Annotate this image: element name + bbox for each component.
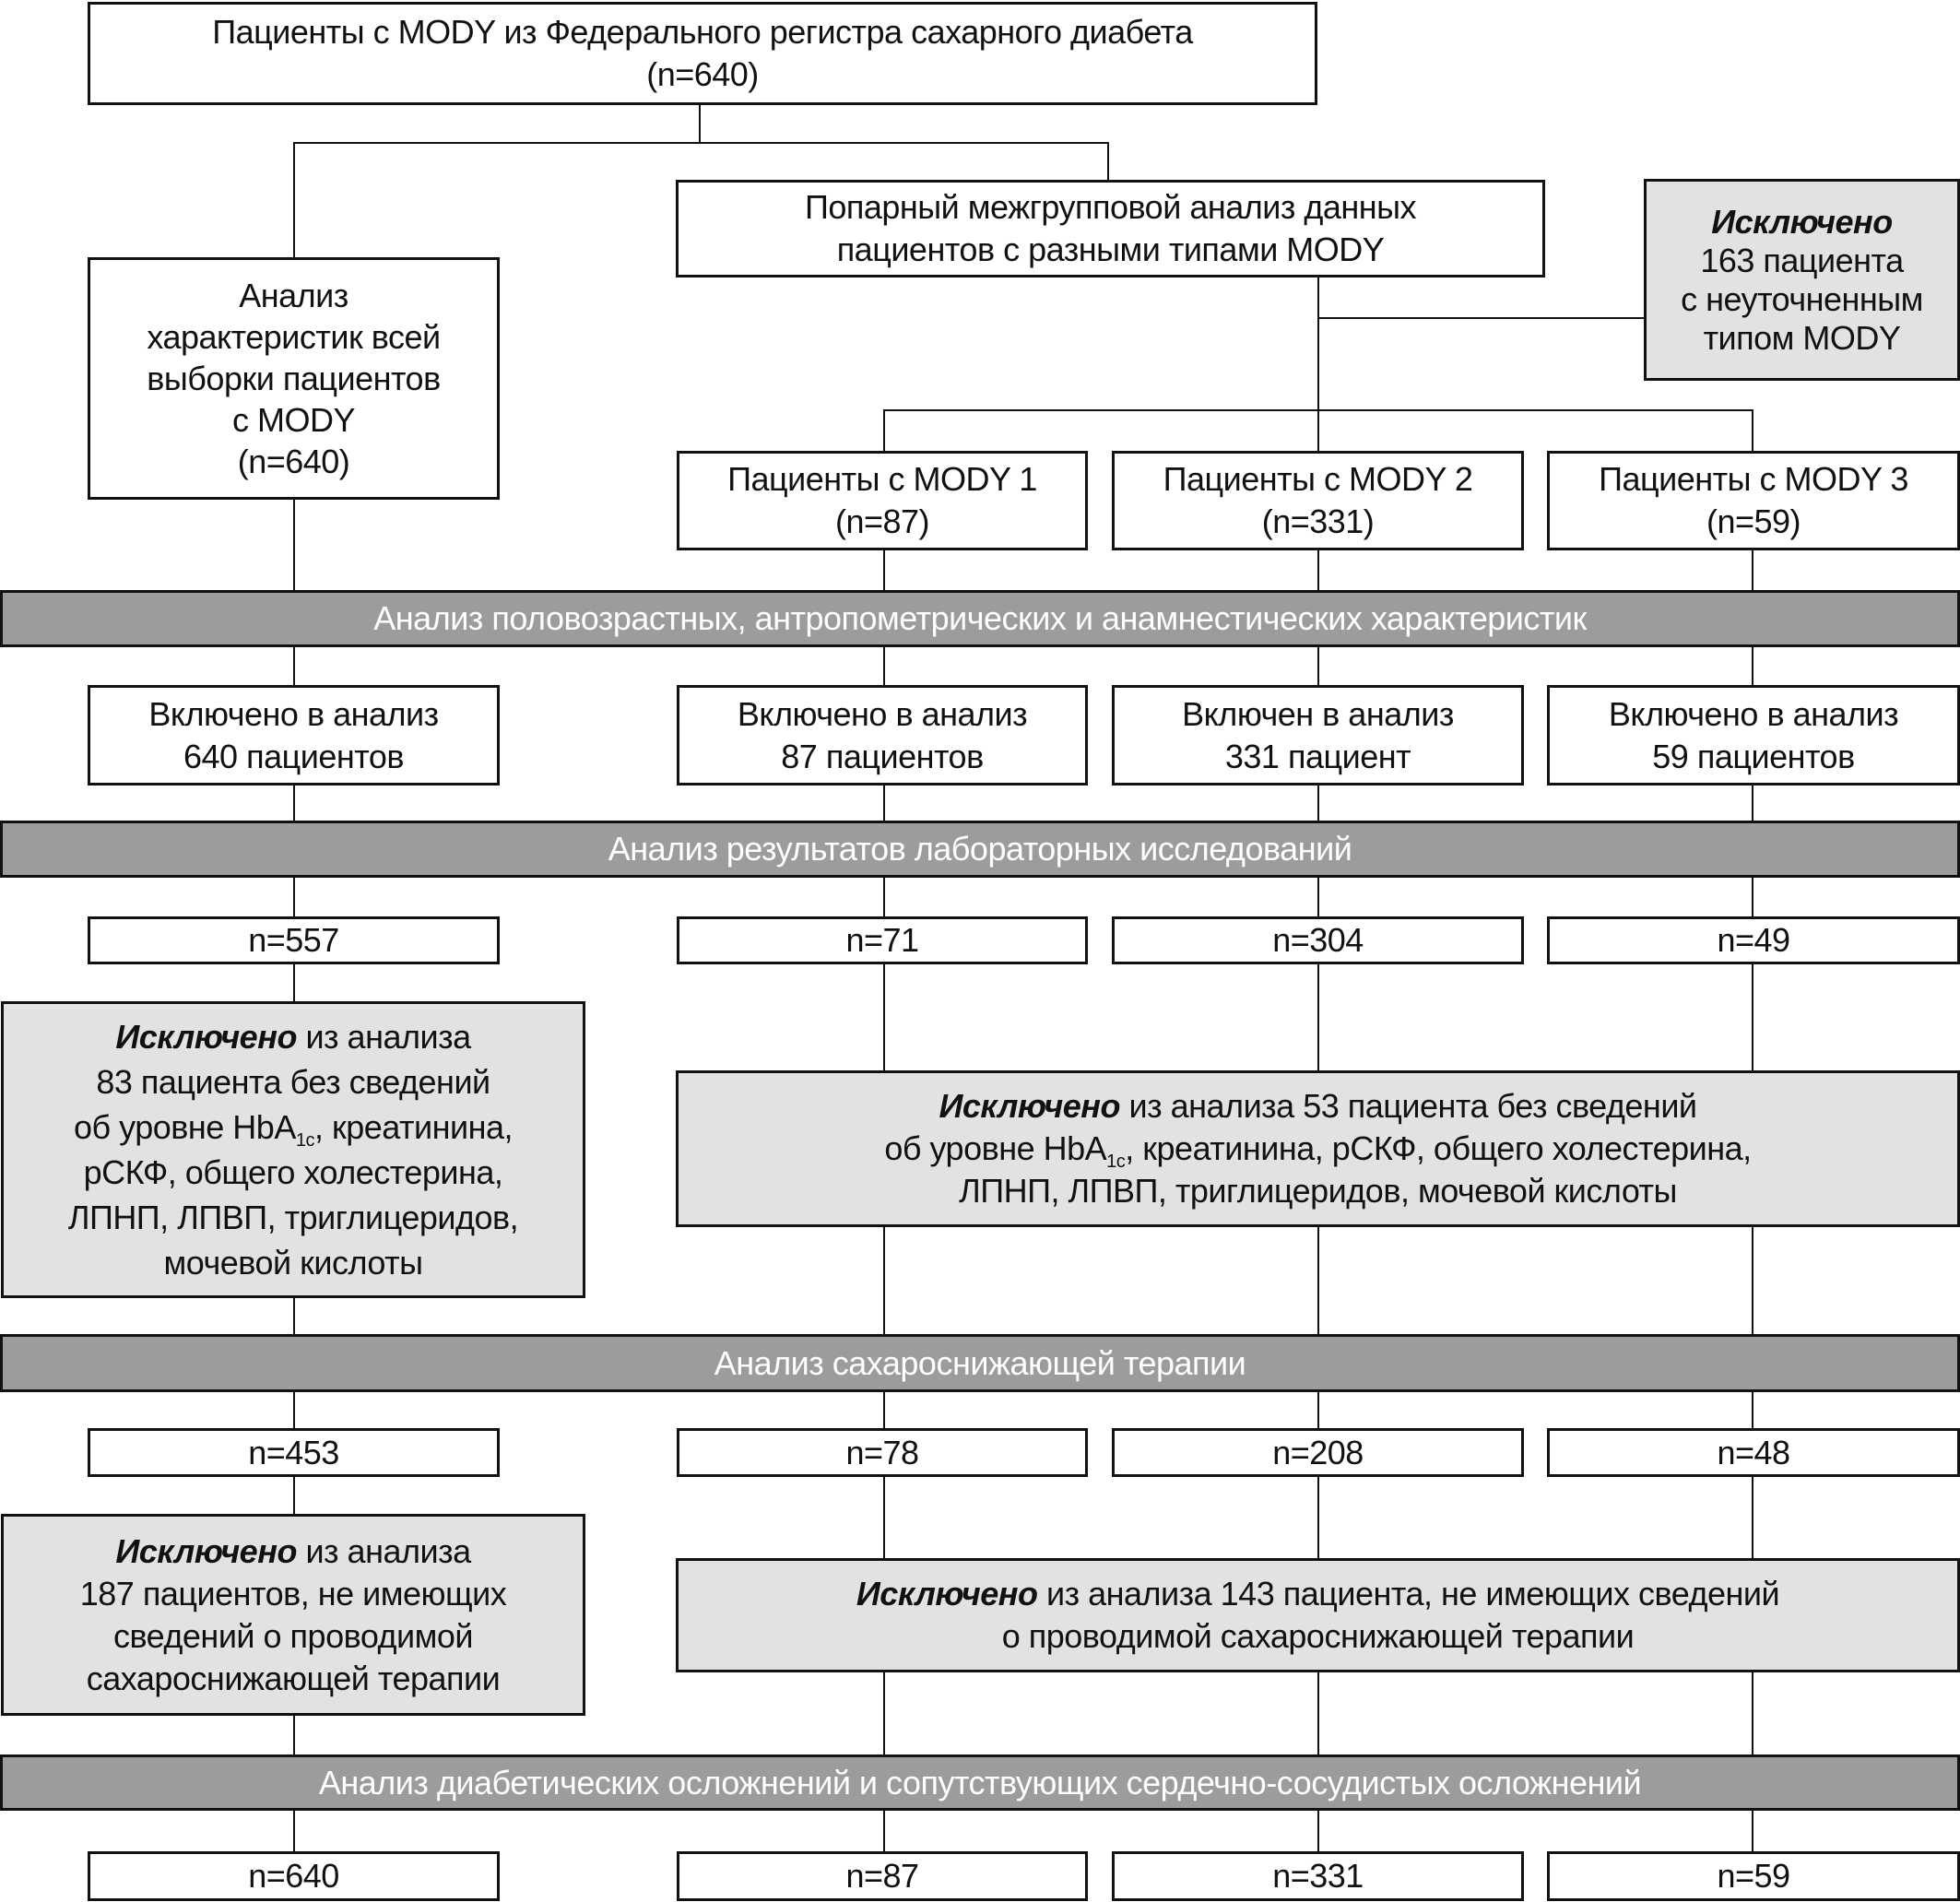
lab-excluded-groups-box <box>676 1070 1960 1227</box>
connector <box>1317 277 1319 452</box>
lab-n-mody2: n=304 <box>1112 916 1524 964</box>
excluded-text: сведений о проводимой <box>112 1616 474 1655</box>
connector <box>293 142 1108 144</box>
included-box-mody2 <box>1112 685 1524 786</box>
excluded-label: Исключено <box>115 1018 297 1056</box>
subscript: 1c <box>295 1130 314 1152</box>
excluded-text: об уровне HbA <box>884 1129 1107 1167</box>
excluded-count: 187 пациентов, не имеющих <box>79 1574 507 1613</box>
excluded-text: , креатинина, рСКФ, общего холестерина, <box>1125 1129 1752 1167</box>
final-n-mody3: n=59 <box>1547 1851 1960 1901</box>
group-title: Пациенты с MODY 2 <box>1163 460 1473 498</box>
whole-sample-count: (n=640) <box>237 443 350 480</box>
stage-band-demographics: Анализ половозрастных, антропометрических и анамнестических характеристик <box>0 590 1960 647</box>
excluded-text: , креатинина, <box>313 1108 513 1146</box>
final-n-whole: n=640 <box>88 1851 500 1901</box>
connector <box>883 409 885 452</box>
lab-excluded-whole-box <box>1 1001 585 1298</box>
connector <box>883 409 1753 411</box>
whole-sample-line: Анализ <box>239 277 348 314</box>
excluded-text: из анализа 143 пациента, не имеющих сведений <box>1037 1575 1780 1613</box>
excluded-text: рСКФ, общего холестерина, <box>83 1153 503 1191</box>
connector <box>1107 142 1109 181</box>
included-count: 87 пациентов <box>781 737 984 775</box>
therapy-n-mody3: n=48 <box>1547 1428 1960 1477</box>
excluded-text: сахароснижающей терапии <box>86 1659 501 1697</box>
pairwise-line-2: пациентов с разными типами MODY <box>836 230 1385 268</box>
therapy-excluded-groups-box <box>676 1558 1960 1672</box>
whole-sample-box <box>88 257 500 500</box>
stage-band-complications: Анализ диабетических осложнений и сопутствующих сердечно-сосудистых осложнений <box>0 1754 1960 1811</box>
included-box-mody3 <box>1547 685 1960 786</box>
excluded-text: из анализа <box>296 1018 471 1056</box>
excluded-text: мочевой кислоты <box>163 1244 423 1282</box>
lab-n-mody1: n=71 <box>677 916 1088 964</box>
excluded-count: 83 пациента без сведений <box>96 1063 490 1101</box>
group-mody1-box <box>677 451 1088 550</box>
connector <box>293 142 295 258</box>
excluded-text: ЛПНП, ЛПВП, триглицеридов, <box>67 1199 519 1236</box>
excluded-text: о проводимой сахароснижающей терапии <box>1001 1617 1635 1655</box>
group-title: Пациенты с MODY 3 <box>1599 460 1908 498</box>
registry-count: (n=640) <box>646 55 759 93</box>
group-count: (n=87) <box>834 502 930 540</box>
connector <box>1317 317 1646 319</box>
included-count: 59 пациентов <box>1652 737 1855 775</box>
lab-n-mody3: n=49 <box>1547 916 1960 964</box>
included-label: Включено в анализ <box>1608 694 1899 733</box>
group-title: Пациенты с MODY 1 <box>727 460 1037 498</box>
excluded-label: Исключено <box>115 1531 297 1570</box>
registry-title: Пациенты с MODY из Федерального регистра сахарного диабета <box>212 13 1193 51</box>
included-label: Включен в анализ <box>1182 694 1454 733</box>
excluded-text: ЛПНП, ЛПВП, триглицеридов, мочевой кислоты <box>959 1172 1677 1210</box>
stage-band-lab: Анализ результатов лабораторных исследований <box>0 821 1960 878</box>
group-mody2-box <box>1112 451 1524 550</box>
therapy-n-whole: n=453 <box>88 1428 500 1477</box>
therapy-n-mody2: n=208 <box>1112 1428 1524 1477</box>
pairwise-analysis-box <box>676 180 1545 278</box>
whole-sample-line: выборки пациентов <box>147 360 441 397</box>
whole-sample-line: с MODY <box>231 401 355 439</box>
therapy-excluded-whole-box <box>1 1514 585 1716</box>
group-count: (n=331) <box>1261 502 1375 540</box>
lab-n-whole: n=557 <box>88 916 500 964</box>
final-n-mody2: n=331 <box>1112 1851 1524 1901</box>
excluded-line-4: типом MODY <box>1703 318 1901 357</box>
excluded-text: об уровне HbA <box>74 1108 296 1146</box>
included-box-whole <box>88 685 500 786</box>
group-mody3-box <box>1547 451 1960 550</box>
connector <box>1752 409 1753 452</box>
excluded-unspecified-box <box>1644 179 1960 381</box>
stage-band-therapy: Анализ сахароснижающей терапии <box>0 1334 1960 1392</box>
included-box-mody1 <box>677 685 1088 786</box>
included-label: Включено в анализ <box>148 694 439 733</box>
excluded-label: Исключено <box>1711 202 1893 241</box>
excluded-count: 163 пациента <box>1700 241 1904 279</box>
final-n-mody1: n=87 <box>677 1851 1088 1901</box>
pairwise-line-1: Попарный межгрупповой анализ данных <box>804 188 1417 226</box>
included-label: Включено в анализ <box>737 694 1028 733</box>
therapy-n-mody1: n=78 <box>677 1428 1088 1477</box>
excluded-label: Исключено <box>856 1575 1038 1613</box>
subscript: 1c <box>1106 1152 1126 1173</box>
included-count: 331 пациент <box>1224 737 1411 775</box>
registry-patients-box <box>88 2 1317 105</box>
excluded-label: Исключено <box>939 1087 1121 1125</box>
excluded-line-3: с неуточненным <box>1681 279 1923 318</box>
excluded-text: из анализа 53 пациента без сведений <box>1120 1087 1697 1125</box>
included-count: 640 пациентов <box>183 737 404 775</box>
connector <box>699 104 701 143</box>
whole-sample-line: характеристик всей <box>147 318 441 356</box>
excluded-text: из анализа <box>296 1531 471 1570</box>
group-count: (n=59) <box>1706 502 1801 540</box>
